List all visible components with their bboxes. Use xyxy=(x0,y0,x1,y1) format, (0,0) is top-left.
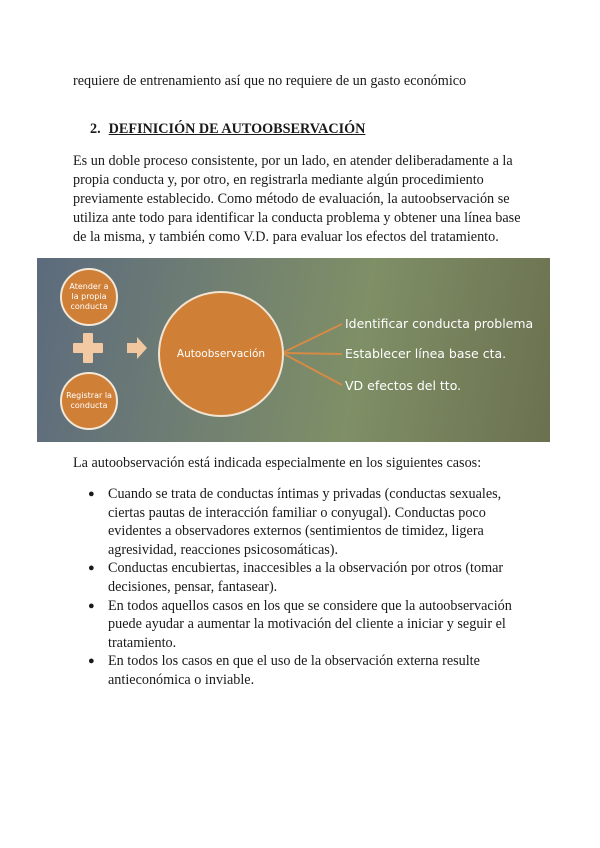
section-heading xyxy=(90,121,365,138)
input-circle-register xyxy=(60,372,118,430)
list-item-text: En todos los casos en que el uso de la observación externa resulte antieconómica o inviable. xyxy=(108,653,480,688)
bullet-icon: ● xyxy=(88,562,95,575)
bullet-icon: ● xyxy=(88,655,95,668)
connector-line-1 xyxy=(284,324,342,352)
list-item-text: Cuando se trata de conductas íntimas y privadas (conductas sexuales, ciertas pautas de interacción familiar o conyugal). Conductas poco evidentes a observadores externos (sentimientos de timidez, ligera agresividad, reacciones psicosomáticas). xyxy=(108,486,502,558)
cases-list xyxy=(88,485,524,690)
section-number: 2. xyxy=(90,121,101,137)
bullet-icon: ● xyxy=(88,599,95,612)
list-item xyxy=(88,559,524,596)
arrow-right-icon xyxy=(127,337,147,359)
connector-line-2 xyxy=(284,353,342,354)
definition-paragraph: Es un doble proceso consistente, por un lado, en atender deliberadamente a la propia conducta y, por otro, en registrarla mediante algún procedimiento previamente establecido. Como método de evaluación, la autoobservación se utiliza ante todo para identificar la conducta problema y obtener una línea base de la misma, y también como V.D. para evaluar los efectos del tratamiento. xyxy=(73,153,521,245)
input-circle-register-label: Registrar la conducta xyxy=(66,391,112,410)
output-label-2: Establecer línea base cta. xyxy=(345,346,507,361)
input-circle-attend xyxy=(60,268,118,326)
output-label-1: Identificar conducta problema xyxy=(345,316,534,331)
input-circle-attend-label: Atender a la propia conducta xyxy=(69,282,109,311)
list-item xyxy=(88,652,524,689)
list-item xyxy=(88,485,524,559)
section-title: DEFINICIÓN DE AUTOOBSERVACIÓN xyxy=(108,121,366,137)
list-item-text: Conductas encubiertas, inaccesibles a la observación por otros (tomar decisiones, pensar, fantasear). xyxy=(108,560,504,595)
connector-lines xyxy=(284,324,342,385)
output-label-3: VD efectos del tto. xyxy=(345,378,462,393)
list-item-text: En todos aquellos casos en los que se considere que la autoobservación puede ayudar a aumentar la motivación del cliente a iniciar y seguir el tratamiento. xyxy=(108,597,512,651)
center-circle-label: Autoobservación xyxy=(176,348,266,360)
cases-intro: La autoobservación está indicada especialmente en los siguientes casos: xyxy=(73,455,482,471)
bullet-icon: ● xyxy=(88,488,95,500)
connector-line-3 xyxy=(284,354,342,385)
intro-line: requiere de entrenamiento así que no requiere de un gasto económico xyxy=(73,73,467,89)
plus-icon xyxy=(73,333,103,363)
list-item xyxy=(88,597,524,653)
center-circle xyxy=(158,291,284,417)
autoobservation-diagram xyxy=(37,258,550,442)
